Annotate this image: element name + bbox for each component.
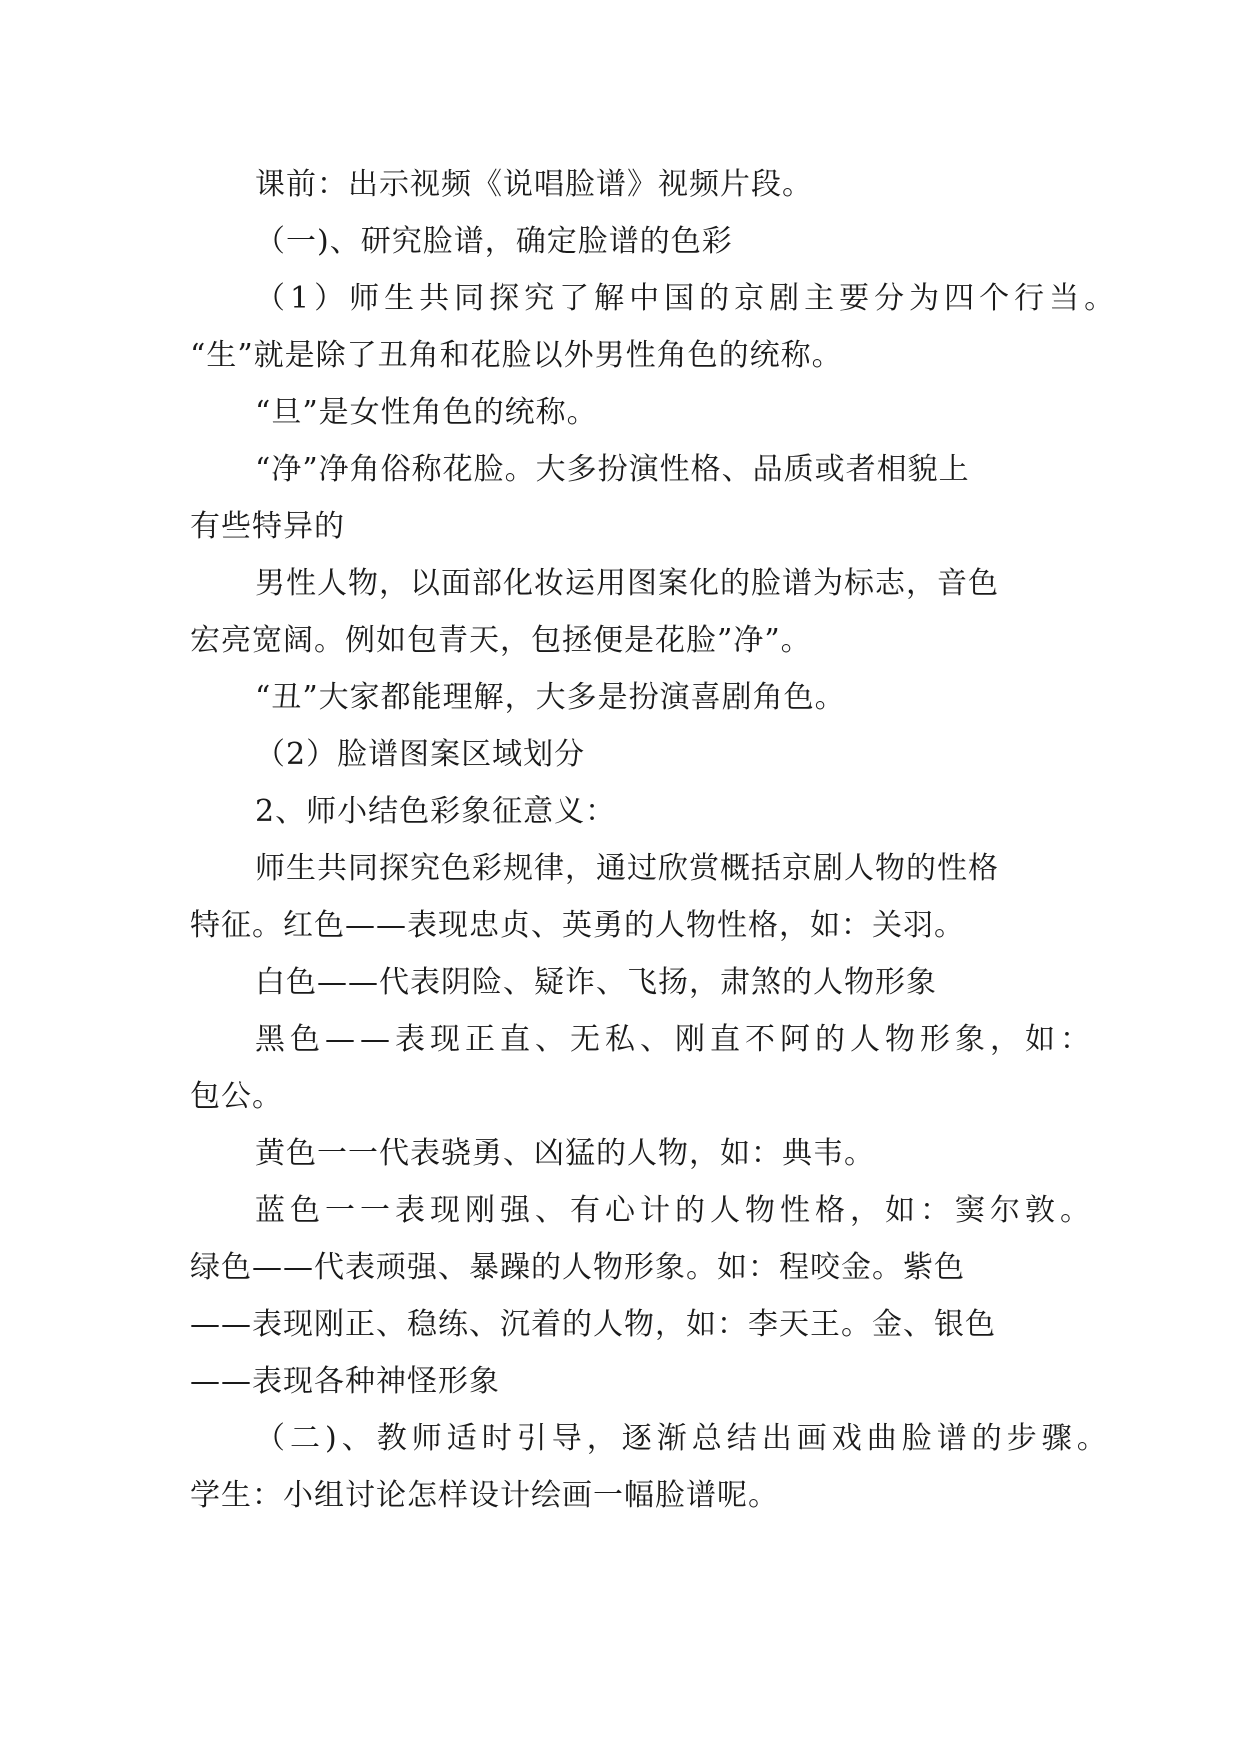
paragraph-line-11: （2）脸谱图案区域划分 <box>255 737 586 772</box>
paragraph-line-10: “丑”大家都能理解，大多是扮演喜剧角色。 <box>255 680 846 715</box>
paragraph-line-20: 绿色——代表顽强、暴躁的人物形象。如：程咬金。紫色 <box>190 1250 965 1285</box>
paragraph-line-4: “生”就是除了丑角和花脸以外男性角色的统称。 <box>190 338 843 373</box>
paragraph-line-24: 学生：小组讨论怎样设计绘画一幅脸谱呢。 <box>190 1478 779 1513</box>
paragraph-line-13: 师生共同探究色彩规律，通过欣赏概括京剧人物的性格 <box>255 851 999 886</box>
paragraph-line-15: 白色——代表阴险、疑诈、飞扬，肃煞的人物形象 <box>255 965 937 1000</box>
paragraph-line-9: 宏亮宽阔。例如包青天，包拯便是花脸”净”。 <box>190 623 812 658</box>
paragraph-line-19: 蓝色一一表现刚强、有心计的人物性格，如：窦尔敦。 <box>255 1193 1095 1228</box>
paragraph-line-17: 包公。 <box>190 1079 283 1114</box>
paragraph-line-22: ——表现各种神怪形象 <box>190 1364 500 1399</box>
paragraph-line-7: 有些特异的 <box>190 509 345 544</box>
paragraph-line-12: 2、师小结色彩象征意义： <box>255 794 617 829</box>
paragraph-line-3: （1）师生共同探究了解中国的京剧主要分为四个行当。 <box>255 281 1120 316</box>
paragraph-line-6: “净”净角俗称花脸。大多扮演性格、品质或者相貌上 <box>255 452 970 487</box>
paragraph-line-8: 男性人物，以面部化妆运用图案化的脸谱为标志，音色 <box>255 566 999 601</box>
paragraph-line-21: ——表现刚正、稳练、沉着的人物，如：李天王。金、银色 <box>190 1307 996 1342</box>
paragraph-line-16: 黑色——表现正直、无私、刚直不阿的人物形象，如： <box>255 1022 1095 1057</box>
paragraph-line-2: （一)、研究脸谱，确定脸谱的色彩 <box>255 224 733 259</box>
paragraph-line-1: 课前：出示视频《说唱脸谱》视频片段。 <box>255 167 813 202</box>
paragraph-line-23: （二)、教师适时引导，逐渐总结出画戏曲脸谱的步骤。 <box>255 1421 1112 1456</box>
paragraph-line-14: 特征。红色——表现忠贞、英勇的人物性格，如：关羽。 <box>190 908 965 943</box>
paragraph-line-5: “旦”是女性角色的统称。 <box>255 395 598 430</box>
paragraph-line-18: 黄色一一代表骁勇、凶猛的人物，如：典韦。 <box>255 1136 875 1171</box>
